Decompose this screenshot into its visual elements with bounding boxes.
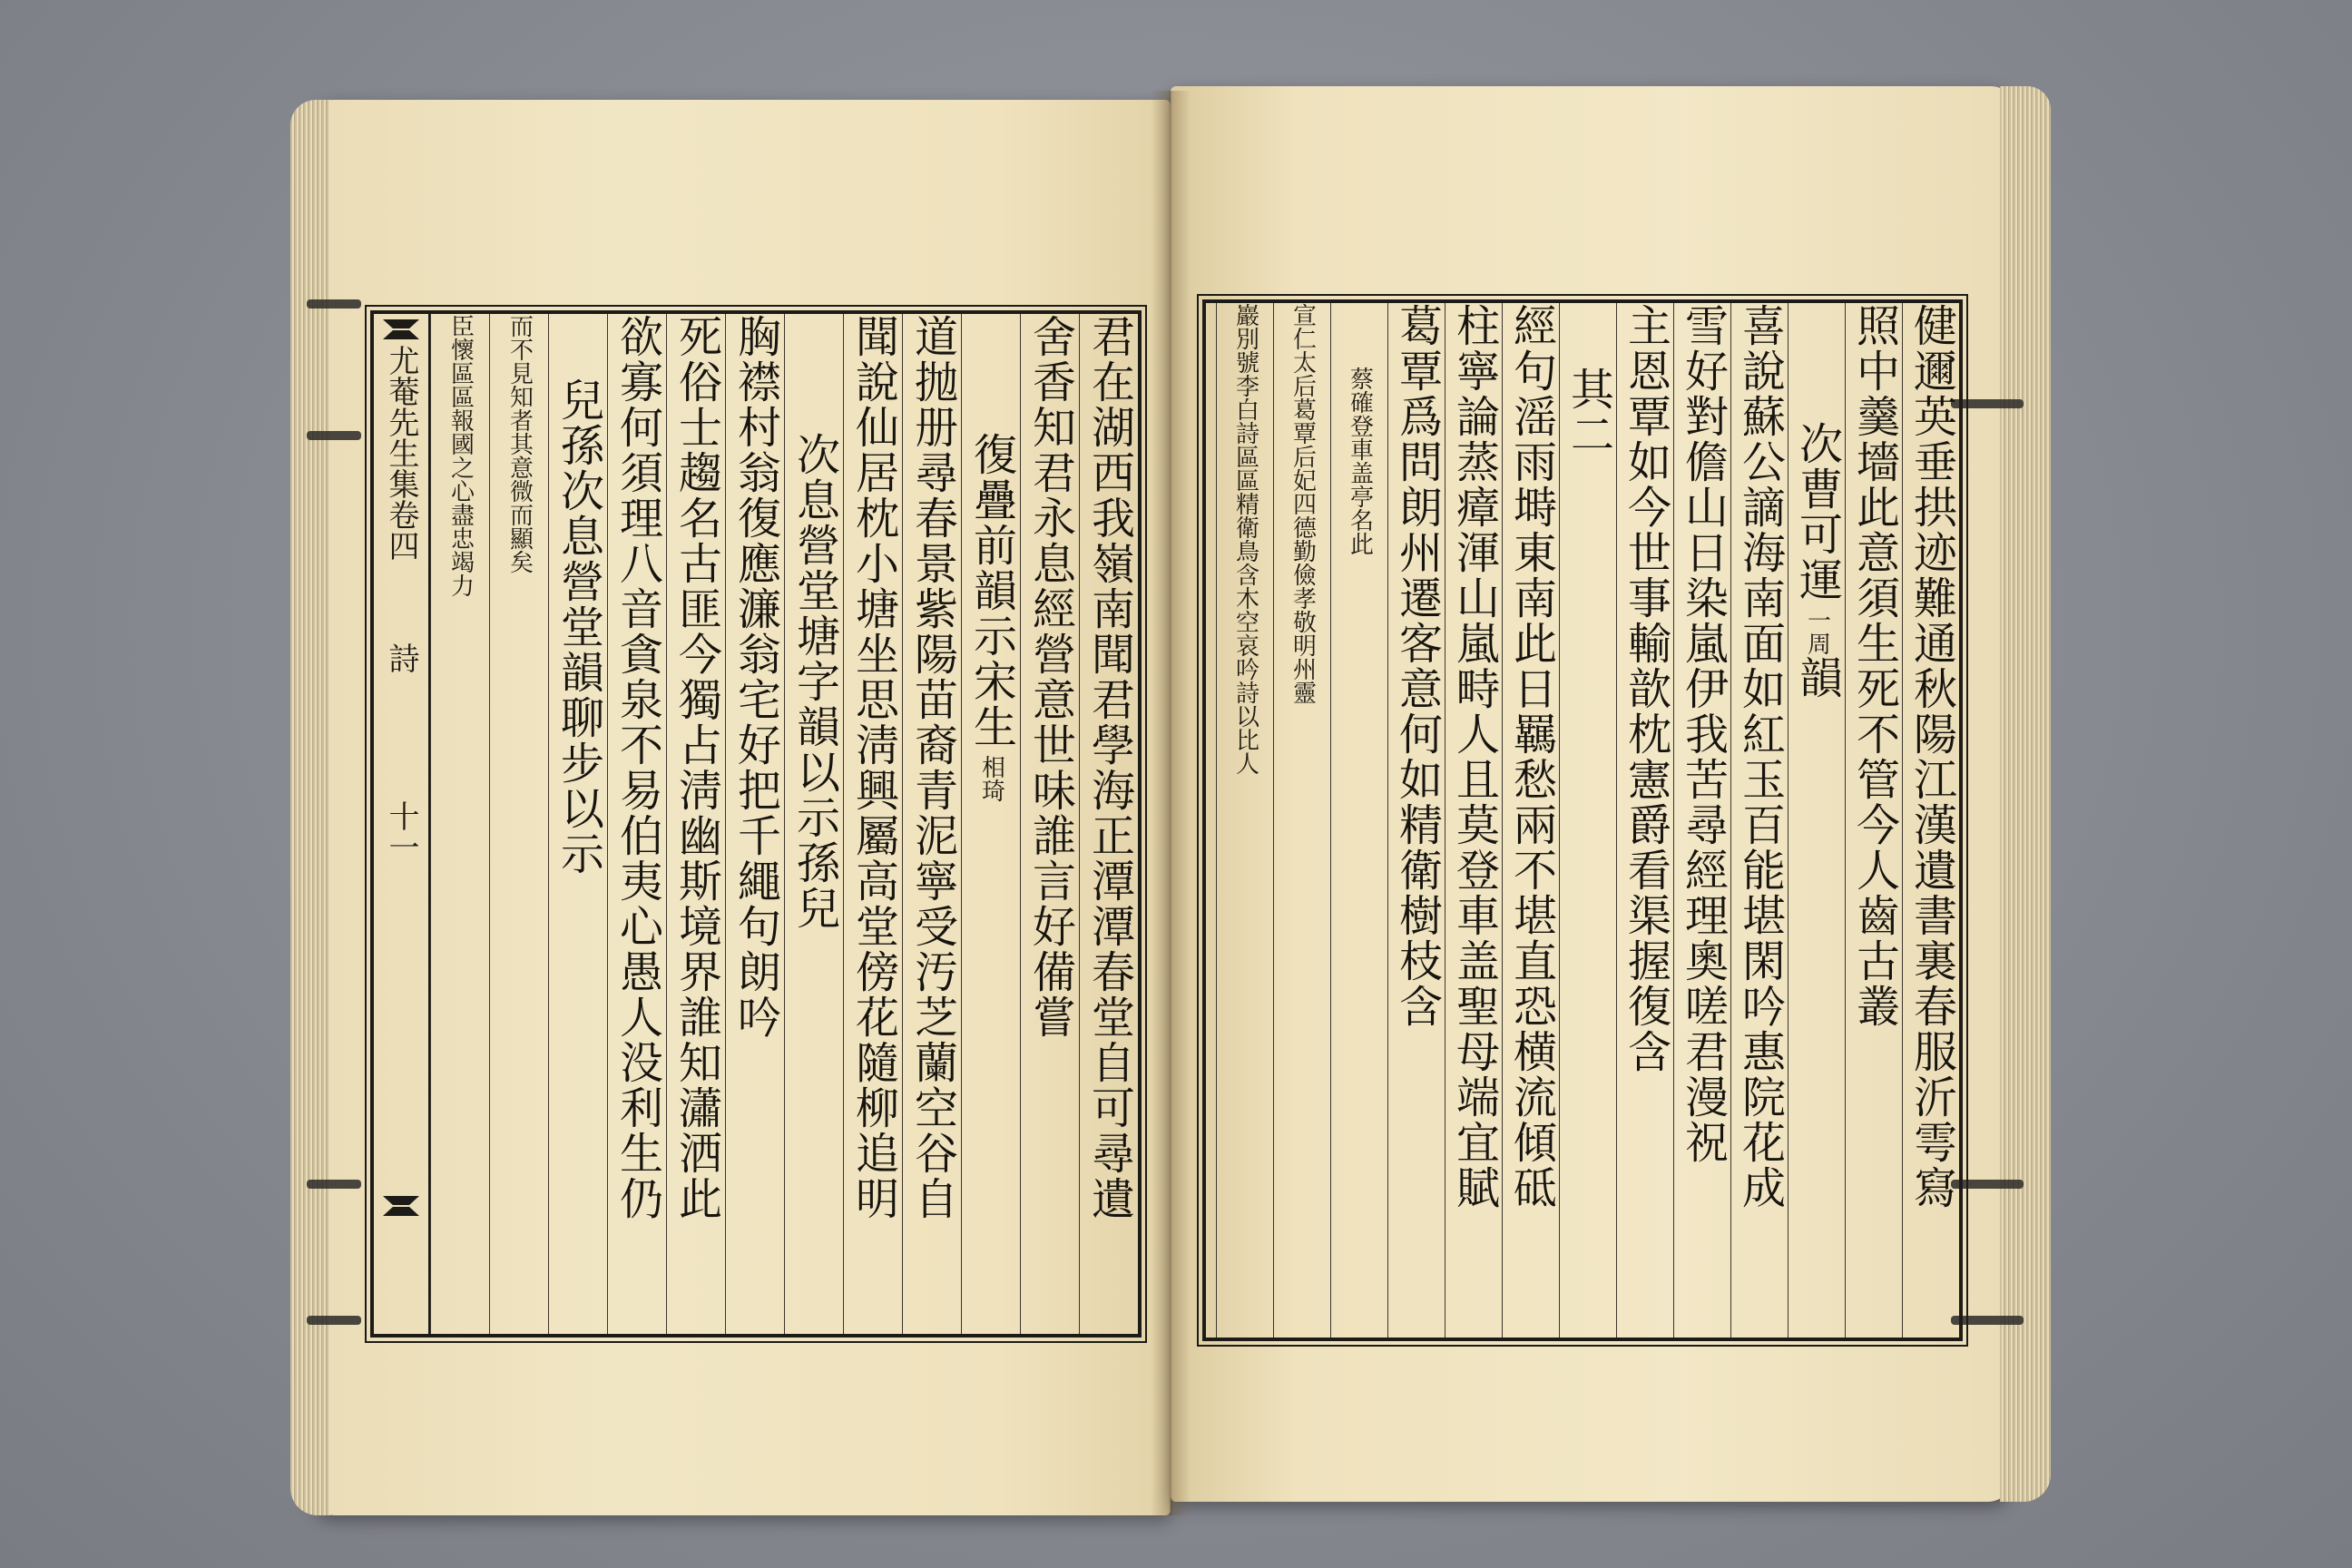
text-column (843, 314, 903, 1334)
commentary-text: 而不見知者其意微而顯矣 (505, 314, 534, 573)
text-column (784, 314, 844, 1334)
text-column (607, 314, 667, 1334)
text-column (1330, 303, 1388, 1338)
text-column (1387, 303, 1446, 1338)
text-column (1502, 303, 1560, 1338)
left-page-edge (290, 100, 330, 1515)
poem-text: 健邇英垂拱迹難通秋陽江漢遺書裏春服沂雩寫 (1906, 303, 1957, 1210)
text-column (1020, 314, 1080, 1334)
poem-text: 雪好對儋山日染嵐伊我苦尋經理奧嗟君漫祝 (1677, 303, 1729, 1165)
interlinear-note: 相琦 (977, 755, 1005, 802)
poem-text: 柱寧論蒸瘴渾山嵐畤人且莫登車盖聖母端宜賦 (1448, 303, 1500, 1210)
text-column (1079, 314, 1139, 1334)
text-column (1273, 303, 1331, 1338)
text-column (548, 314, 608, 1334)
poem-text: 胸襟村翁復應濂翁宅好把千繩句朗吟 (730, 314, 781, 1040)
poem-text: 道抛册尋春景紫陽苗裔青泥寧受汚芝蘭空谷自 (906, 314, 958, 1221)
text-column (961, 314, 1021, 1334)
text-column (1616, 303, 1674, 1338)
binding-thread (307, 299, 361, 309)
text-column (1845, 303, 1903, 1338)
poem-text: 韻 (1791, 655, 1843, 701)
poem-text: 死俗士趨名古匪今獨占淸幽斯境界誰知瀟洒此 (671, 314, 722, 1221)
right-page-text-frame (1202, 299, 1963, 1341)
poem-text: 照中羹墻此意須生死不管今人齒古叢 (1848, 303, 1900, 1029)
commentary-text: 蔡確登車盖亭名此 (1346, 367, 1374, 555)
right-page-edge (2000, 86, 2051, 1502)
text-column (666, 314, 726, 1334)
poem-text: 次曹可運 (1791, 421, 1843, 603)
binding-thread (307, 1316, 361, 1325)
text-column (1730, 303, 1788, 1338)
fish-tail-mark (383, 1196, 419, 1216)
text-column (1673, 303, 1731, 1338)
poem-text: 君在湖西我嶺南聞君學海正潭潭春堂自可尋遺 (1083, 314, 1135, 1221)
poem-text: 舍香知君永息經營意世味誰言好備嘗 (1024, 314, 1076, 1040)
folio-number: 十一 (383, 800, 419, 862)
binding-thread (307, 431, 361, 440)
poem-text: 復疊前韻示宋生 (965, 432, 1017, 750)
section-label: 詩 (383, 642, 419, 673)
text-column (430, 314, 490, 1334)
left-page-text-frame (370, 310, 1142, 1338)
poem-text: 經句滛雨塒東南此日羈愁兩不堪直恐横流傾砥 (1505, 303, 1557, 1210)
poem-text: 次息營堂塘字韻以示孫兒 (789, 432, 840, 931)
text-column (725, 314, 785, 1334)
poem-text: 其二 (1563, 367, 1614, 457)
poem-text: 欲寡何須理八音貪泉不易伯夷心愚人没利生仍 (612, 314, 663, 1221)
commentary-text: 宣仁太后葛覃后妃四德勤儉孝敬明州靈 (1289, 303, 1317, 704)
fish-tail-mark (383, 319, 419, 339)
poem-text: 喜說蘇公謫海南面如紅玉百能堪閑吟惠院花成 (1734, 303, 1786, 1210)
text-column (902, 314, 962, 1334)
text-column (1902, 303, 1960, 1338)
poem-text: 兒孫次息營堂韻聊步以示 (553, 377, 604, 877)
volume-title: 尤菴先生集卷四 (383, 345, 419, 561)
poem-text: 主恩覃如今世事輸歆枕憲爵看渠握復含 (1620, 303, 1671, 1074)
page-centre-strip (374, 314, 430, 1334)
text-column (1788, 303, 1846, 1338)
poem-text: 葛覃爲問朗州遷客意何如精衛樹枝含 (1391, 303, 1443, 1029)
text-column (1445, 303, 1503, 1338)
interlinear-note: 一周 (1803, 608, 1831, 655)
binding-thread (307, 1180, 361, 1189)
commentary-text: 臣懷區區報國之心盡忠竭力 (446, 314, 475, 597)
text-column (489, 314, 549, 1334)
text-column (1559, 303, 1617, 1338)
poem-text: 聞說仙居枕小塘坐思淸興屬高堂傍花隨柳追明 (848, 314, 899, 1221)
book-gutter (1151, 91, 1191, 1515)
text-column (1216, 303, 1274, 1338)
commentary-text: 巖別號李白詩區區精衛鳥含木空哀吟詩以比人 (1231, 303, 1259, 775)
